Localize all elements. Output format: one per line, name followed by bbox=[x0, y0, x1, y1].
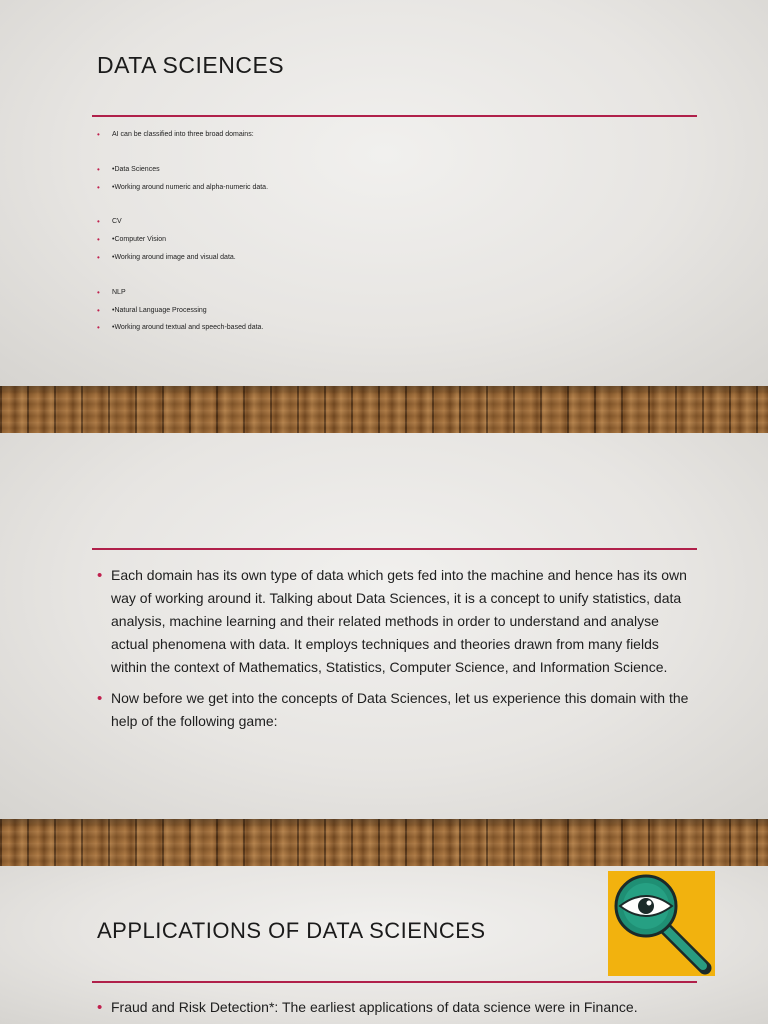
wood-floor-divider bbox=[0, 819, 768, 866]
slide-3-title-rule bbox=[92, 981, 697, 983]
list-item: • Fraud and Risk Detection*: The earliest applications of data science were in Finance. bbox=[97, 996, 695, 1019]
list-item: • •Computer Vision bbox=[97, 235, 657, 253]
slide-3-title: APPLICATIONS OF DATA SCIENCES bbox=[97, 918, 486, 943]
list-item: • •Data Sciences bbox=[97, 165, 657, 183]
slide-2-bullet-list bbox=[97, 564, 695, 741]
slide-2-title-rule bbox=[92, 548, 697, 550]
slide-2 bbox=[0, 433, 768, 819]
list-item: • AI can be classified into three broad domains: bbox=[97, 130, 657, 148]
slide-1-title: DATA SCIENCES bbox=[97, 52, 285, 78]
list-item: • •Working around image and visual data. bbox=[97, 253, 657, 271]
slide-1 bbox=[0, 0, 768, 386]
list-item: • •Working around textual and speech-based data. bbox=[97, 323, 657, 341]
list-item: • Each domain has its own type of data which gets fed into the machine and hence has its own way of working around it. Talking about Data Sciences, it is a concept to unify statistics, data analysis, machine learning and their related methods in order to understand and analyse actual phenomena with data. It employs techniques and theories drawn from many fields within the context of Mathematics, Statistics, Computer Science, and Information Science. bbox=[97, 564, 695, 679]
list-item: • NLP bbox=[97, 288, 657, 306]
magnifier-eye-icon bbox=[608, 871, 715, 976]
list-item: • Now before we get into the concepts of Data Sciences, let us experience this domain with the help of the following game: bbox=[97, 687, 695, 733]
slide-1-title-rule bbox=[92, 115, 697, 117]
list-item: • •Working around numeric and alpha-numeric data. bbox=[97, 183, 657, 201]
list-item: • •Natural Language Processing bbox=[97, 306, 657, 324]
list-item: • CV bbox=[97, 217, 657, 235]
slide-3-bullet-list bbox=[97, 996, 695, 1024]
wood-floor-divider bbox=[0, 386, 768, 433]
slide-1-bullet-list bbox=[97, 130, 657, 341]
